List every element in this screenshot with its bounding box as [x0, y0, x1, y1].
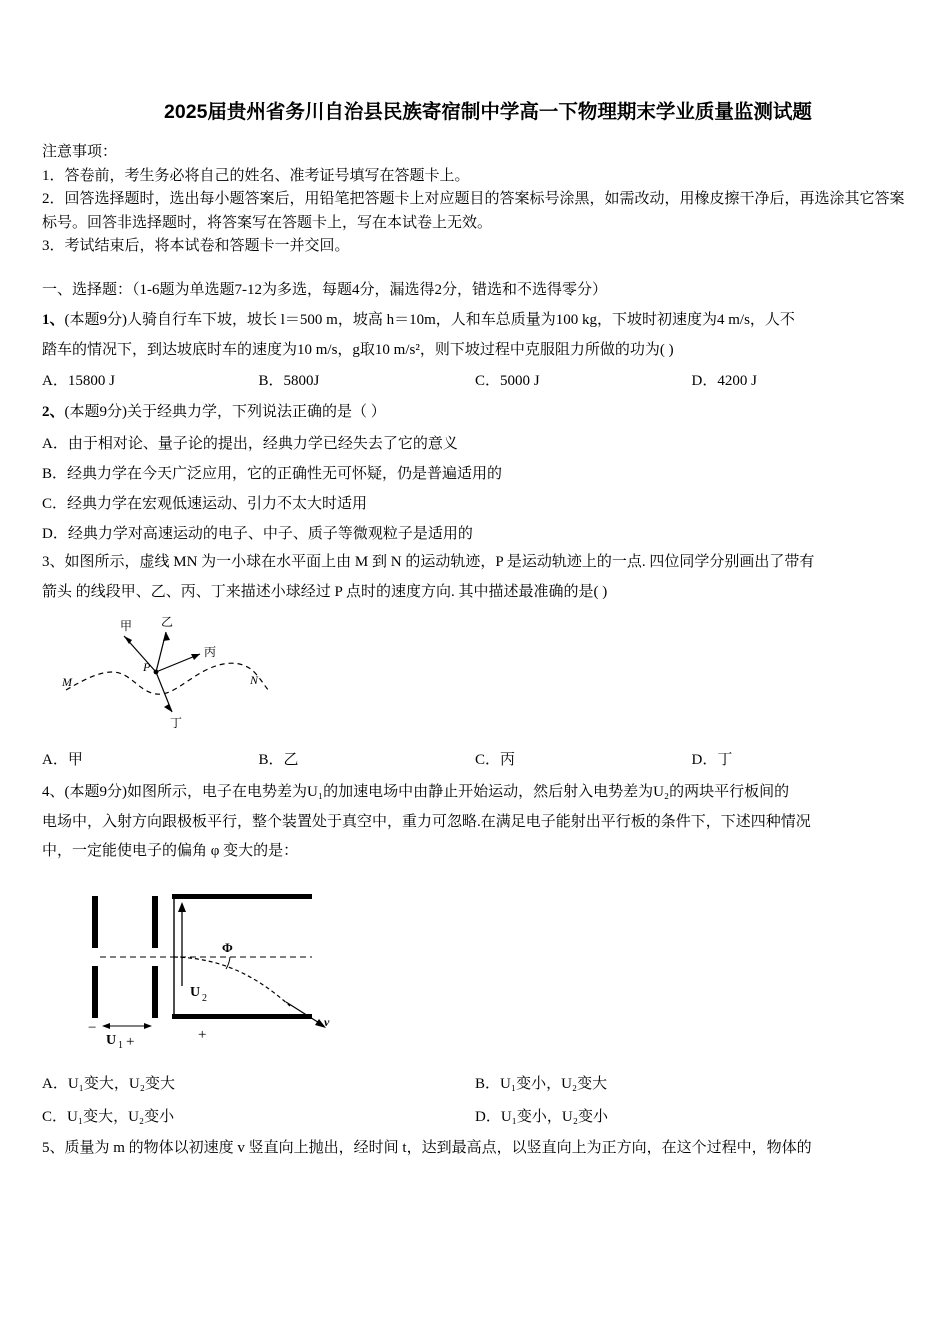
question-4-options-row2	[42, 1103, 908, 1132]
label-phi: Φ	[222, 940, 233, 955]
question-5-text: 质量为 m 的物体以初速度 v 竖直向上抛出，经时间 t，达到最高点，以竖直向上为正方向，在这个过程中，物体的	[64, 1140, 812, 1156]
question-4-figure	[54, 874, 908, 1064]
question-4-stem-line3: 中，一定能使电子的偏角 φ 变大的是：	[42, 843, 299, 860]
page-title: 2025届贵州省务川自治县民族寄宿制中学高一下物理期末学业质量监测试题	[164, 101, 812, 123]
question-4-stem-line2: 电场中，入射方向跟极板平行，整个装置处于真空中，重力可忽略.在满足电子能射出平行板的条件下，下述四种情况	[42, 813, 811, 830]
accel-plate-right-top	[152, 896, 158, 948]
question-5-stem	[42, 1135, 908, 1163]
question-2-option-b[interactable]: B．经典力学在今天广泛应用，它的正确性无可怀疑，仍是普遍适用的	[42, 465, 503, 482]
notice-heading: 注意事项：	[42, 144, 118, 160]
question-5-number: 5、	[42, 1140, 65, 1156]
deflection-apparatus-diagram	[54, 874, 354, 1059]
question-1-option-c[interactable]: C．5000 J	[475, 372, 540, 389]
label-v: v	[324, 1015, 330, 1029]
label-m: M	[62, 675, 72, 690]
section-heading: 一、选择题：（1-6题为单选题7-12为多选，每题4分，漏选得2分，错选和不选得零分）	[42, 282, 607, 298]
question-3-option-b[interactable]: B．乙	[258, 752, 299, 769]
question-4-option-a[interactable]: A．U₁变大，U₂变大	[42, 1076, 175, 1092]
deflect-plate-bottom	[172, 1014, 312, 1019]
question-3-option-a[interactable]: A．甲	[42, 752, 83, 769]
question-2-text: (本题9分)关于经典力学，下列说法正确的是（ ）	[64, 404, 386, 420]
arrow-yi-head	[163, 632, 170, 641]
notice-line-2: 2．回答选择题时，选出每小题答案后，用铅笔把答题卡上对应题目的答案标号涂黑，如需改动，用橡皮擦干净后，再选涂其它答案标号。回答非选择题时，将答案写在答题卡上，写在本试卷上无效。	[42, 191, 905, 231]
question-1-option-a[interactable]: A．15800 J	[42, 372, 115, 389]
question-4-option-c[interactable]: C．U₁变大，U₂变小	[42, 1108, 175, 1125]
trajectory-path	[66, 663, 270, 694]
question-1-options	[42, 367, 908, 396]
question-3-number: 3、	[42, 553, 65, 570]
question-1-stem-line2: 踏车的情况下，到达坡底时车的速度为10 m/s，g取10 m/s²，则下坡过程中克服阻力所做的功为( )	[42, 341, 674, 358]
deflect-plate-top	[172, 894, 312, 899]
accel-plate-left-bottom	[92, 966, 98, 1018]
notice-line-1: 1．答卷前，考生务必将自己的姓名、准考证号填写在答题卡上。	[42, 168, 470, 184]
accel-plate-right-bottom	[152, 966, 158, 1018]
label-u1-plus: +	[126, 1034, 135, 1050]
u1-dim-arrow-left	[102, 1023, 110, 1029]
label-u1: U	[106, 1033, 117, 1048]
label-n: N	[250, 673, 259, 688]
question-1-option-d[interactable]: D．4200 J	[691, 372, 757, 389]
question-3-text1: 如图所示，虚线 MN 为一小球在水平面上由 M 到 N 的运动轨迹，P 是运动轨迹上的一点. 四位同学分别画出了带有	[64, 553, 815, 570]
trajectory-diagram	[60, 612, 340, 737]
question-4-number: 4、	[42, 783, 65, 800]
question-4-option-b[interactable]: B．U₁变小，U₂变大	[475, 1076, 608, 1092]
question-4-text1: (本题9分)如图所示，电子在电势差为U₁的加速电场中由静止开始运动，然后射入电势差为U₂的两块平行板间的	[64, 783, 790, 800]
label-jia: 甲	[120, 619, 133, 634]
accel-plate-left-top	[92, 896, 98, 948]
question-1-number: 1、	[42, 312, 65, 328]
question-4-stem-line1	[42, 779, 908, 807]
label-u2-plus: +	[198, 1027, 207, 1043]
label-bing: 丙	[204, 645, 217, 660]
question-1-stem-line1	[42, 307, 908, 335]
question-4-options-row1	[42, 1070, 908, 1099]
question-3-options	[42, 746, 908, 775]
question-3-figure	[60, 612, 908, 742]
question-3-stem-line2: 箭头 的线段甲、乙、丙、丁来描述小球经过 P 点时的速度方向. 其中描述最准确的是( )	[42, 583, 608, 600]
label-u1-minus: −	[88, 1020, 97, 1036]
question-3-option-d[interactable]: D．丁	[691, 752, 733, 769]
field-arrow-head	[178, 902, 186, 912]
label-ding: 丁	[170, 716, 183, 731]
question-2-option-d[interactable]: D．经典力学对高速运动的电子、中子、质子等微观粒子是适用的	[42, 525, 473, 542]
label-yi: 乙	[161, 615, 174, 630]
question-1-text1: (本题9分)人骑自行车下坡，坡长 l＝500 m，坡高 h＝10m，人和车总质量为100 kg，下坡时初速度为4 m/s，人不	[64, 312, 795, 328]
question-1-option-b[interactable]: B．5800J	[258, 372, 320, 389]
notice-line-3: 3．考试结束后，将本试卷和答题卡一并交回。	[42, 237, 350, 254]
question-2-option-a[interactable]: A．由于相对论、量子论的提出，经典力学已经失去了它的意义	[42, 435, 458, 452]
question-4-option-d[interactable]: D．U₁变小，U₂变小	[475, 1108, 608, 1125]
question-2-number: 2、	[42, 404, 65, 420]
question-2-stem	[42, 399, 908, 427]
question-3-stem-line1	[42, 549, 908, 577]
label-p: P	[143, 660, 151, 675]
label-u1-sub: 1	[118, 1040, 123, 1051]
u1-dim-arrow-right	[144, 1023, 152, 1029]
label-u2: U	[190, 985, 201, 1000]
label-u2-sub: 2	[202, 993, 207, 1004]
question-2-option-c[interactable]: C．经典力学在宏观低速运动、引力不太大时适用	[42, 495, 368, 512]
question-3-option-c[interactable]: C．丙	[475, 752, 516, 769]
